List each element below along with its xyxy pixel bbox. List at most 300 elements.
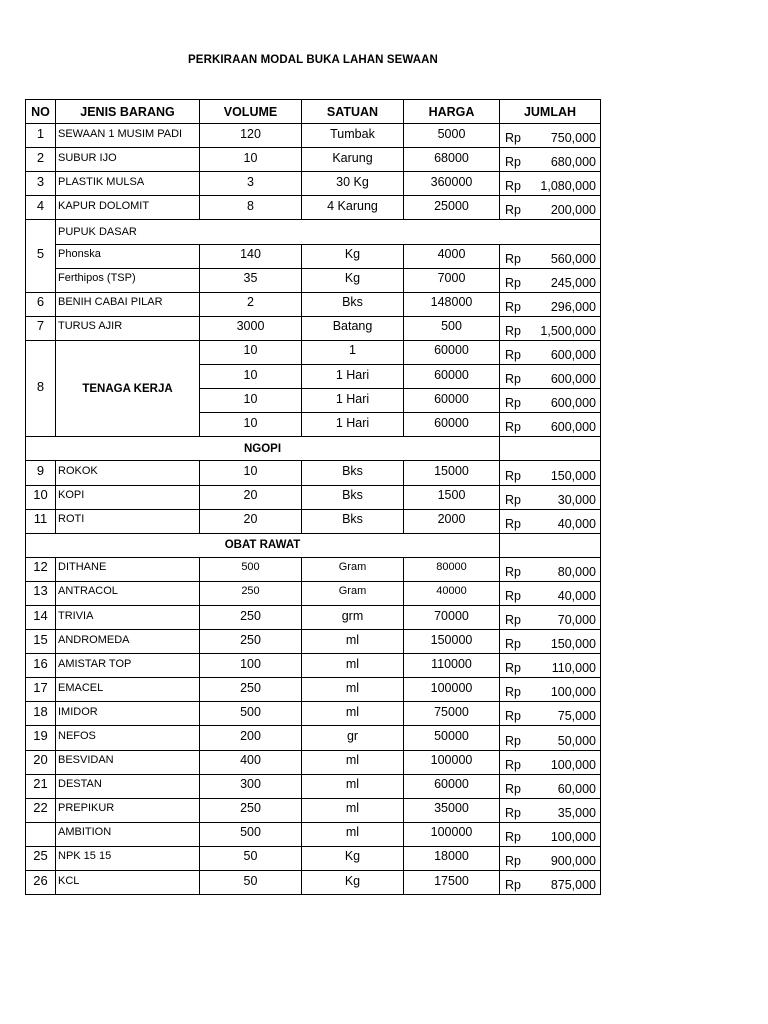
amount-value: 110,000 [551, 661, 596, 676]
cell-satuan [302, 678, 404, 702]
currency-label: Rp [505, 396, 521, 411]
cell-satuan [302, 365, 404, 389]
table-row [26, 581, 601, 605]
cell-satuan [302, 798, 404, 822]
cell-satuan [302, 461, 404, 485]
cell-satuan-text: Bks [342, 463, 363, 478]
cell-harga [404, 413, 500, 437]
cell-satuan [302, 630, 404, 654]
cell-jenis-barang-text: Phonska [58, 248, 101, 261]
amount-value: 200,000 [550, 203, 596, 218]
cell-volume [200, 654, 302, 678]
cell-jumlah [500, 196, 601, 220]
cell-jenis-barang [56, 798, 200, 822]
cell-jumlah [500, 340, 601, 364]
cell-jumlah [500, 148, 601, 172]
cell-jenis-barang [56, 846, 200, 870]
cell-volume-text: 10 [243, 150, 258, 165]
cell-harga-text: 150000 [430, 632, 473, 647]
cell-jenis-barang [56, 605, 200, 629]
cell-jenis-barang [56, 630, 200, 654]
cell-volume-text: 10 [243, 343, 258, 358]
currency-label: Rp [505, 781, 521, 796]
cell-volume-text: 10 [243, 415, 258, 430]
amount-value: 70,000 [557, 613, 596, 628]
amount-value: 600,000 [550, 372, 596, 387]
amount-value: 560,000 [550, 251, 596, 266]
cell-no [26, 172, 56, 196]
amount-value: 40,000 [557, 588, 596, 603]
cell-volume [200, 485, 302, 509]
table-row [26, 485, 601, 509]
cell-jumlah [500, 798, 601, 822]
cell-harga-text: 5000 [437, 126, 466, 141]
amount-value: 100,000 [550, 829, 596, 844]
cell-harga [404, 124, 500, 148]
table-row [26, 871, 601, 895]
cell-harga [404, 148, 500, 172]
table-row [26, 196, 601, 220]
cell-volume [200, 605, 302, 629]
cell-volume [200, 413, 302, 437]
cell-no [26, 702, 56, 726]
table-row [26, 509, 601, 533]
cell-volume [200, 702, 302, 726]
cell-harga [404, 509, 500, 533]
cell-satuan-text: Kg [344, 271, 361, 286]
cell-satuan [302, 702, 404, 726]
amount-value: 100,000 [550, 757, 596, 772]
cell-harga [404, 605, 500, 629]
cell-satuan-text: Bks [342, 295, 363, 310]
cell-volume [200, 726, 302, 750]
cell-jenis-barang [56, 581, 200, 605]
cell-jenis-barang-text: PLASTIK MULSA [58, 175, 145, 188]
cell-harga-text: 35000 [434, 801, 469, 816]
cell-no [26, 196, 56, 220]
cell-jenis-barang [56, 654, 200, 678]
cell-jenis-barang-text: ROKOK [58, 464, 98, 477]
table-row [26, 172, 601, 196]
cell-satuan-text: Gram [338, 561, 367, 574]
cell-jenis-barang-text: KOPI [58, 489, 85, 502]
cell-volume-text: 120 [240, 126, 261, 141]
cell-jenis-barang-text: SUBUR IJO [58, 151, 117, 164]
amount-value: 296,000 [550, 299, 596, 314]
cell-volume [200, 340, 302, 364]
cell-satuan-text: Kg [344, 873, 361, 888]
cell-volume-text: 20 [243, 512, 258, 527]
cell-satuan [302, 726, 404, 750]
document-title: PERKIRAAN MODAL BUKA LAHAN SEWAAN [188, 54, 438, 66]
cell-no [26, 148, 56, 172]
currency-label: Rp [505, 637, 521, 652]
cell-no [26, 509, 56, 533]
cell-volume-text: 8 [247, 198, 254, 213]
cell-jumlah [500, 172, 601, 196]
cell-jenis-barang-text: AMBITION [58, 826, 112, 839]
currency-label: Rp [505, 733, 521, 748]
header-jenis-barang: JENIS BARANG [56, 100, 200, 124]
cell-no [26, 605, 56, 629]
amount-value: 60,000 [557, 781, 596, 796]
cell-volume [200, 846, 302, 870]
cell-no [26, 316, 56, 340]
amount-value: 600,000 [550, 396, 596, 411]
currency-label: Rp [505, 613, 521, 628]
cell-satuan [302, 605, 404, 629]
cell-jenis-barang [56, 148, 200, 172]
currency-label: Rp [505, 372, 521, 387]
cell-satuan [302, 871, 404, 895]
cell-volume [200, 172, 302, 196]
cell-harga-text: 75000 [434, 704, 469, 719]
cell-jenis-barang-text: TRIVIA [58, 609, 94, 622]
cell-harga [404, 678, 500, 702]
cell-satuan-text: Bks [342, 512, 363, 527]
cell-harga [404, 557, 500, 581]
cell-satuan [302, 413, 404, 437]
table-row-pupuk-header [26, 220, 601, 244]
cell-harga-text: 360000 [430, 174, 473, 189]
cell-satuan [302, 124, 404, 148]
cell-jumlah [500, 557, 601, 581]
cell-jenis-barang [56, 268, 200, 292]
cell-jenis-barang-text: BESVIDAN [58, 754, 114, 767]
cell-jumlah [500, 822, 601, 846]
amount-value: 680,000 [550, 155, 596, 170]
cell-harga-text: 60000 [434, 343, 469, 358]
cell-harga-text: 100000 [430, 680, 473, 695]
cell-jumlah [500, 750, 601, 774]
table-row [26, 461, 601, 485]
cell-harga [404, 196, 500, 220]
cell-volume-text: 50 [243, 849, 258, 864]
cell-jenis-barang-text: AMISTAR TOP [58, 657, 132, 670]
cell-harga [404, 871, 500, 895]
table-row [26, 340, 601, 364]
currency-label: Rp [505, 757, 521, 772]
cell-harga-text: 4000 [437, 247, 466, 262]
cell-no [26, 798, 56, 822]
header-satuan: SATUAN [302, 100, 404, 124]
cell-satuan [302, 340, 404, 364]
cell-no [26, 846, 56, 870]
cell-no [26, 774, 56, 798]
currency-label: Rp [505, 131, 521, 146]
cell-satuan-text: ml [345, 753, 360, 768]
cell-jenis-barang-text: PREPIKUR [58, 802, 115, 815]
cell-no [26, 871, 56, 895]
currency-label: Rp [505, 709, 521, 724]
table-body [26, 124, 601, 895]
cell-satuan-text: ml [345, 680, 360, 695]
cell-jenis-barang-text: EMACEL [58, 681, 104, 694]
table-row [26, 557, 601, 581]
cell-jumlah [500, 413, 601, 437]
currency-label: Rp [505, 805, 521, 820]
cell-no-text: 13 [33, 583, 48, 599]
cell-no-text: 2 [36, 149, 45, 165]
cell-no-text: 6 [36, 294, 45, 310]
cell-harga [404, 726, 500, 750]
cell-jumlah [500, 871, 601, 895]
cell-harga [404, 798, 500, 822]
cell-satuan-text: Batang [332, 319, 373, 334]
cell-jenis-barang [56, 750, 200, 774]
cell-harga-text: 100000 [430, 753, 473, 768]
cell-jenis-barang [56, 485, 200, 509]
cell-satuan [302, 581, 404, 605]
cell-volume [200, 316, 302, 340]
cell-harga [404, 365, 500, 389]
cell-harga-text: 17500 [434, 873, 469, 888]
cell-satuan-text: ml [345, 656, 360, 671]
cell-jenis-barang-text: NEFOS [58, 729, 96, 742]
currency-label: Rp [505, 661, 521, 676]
cell-volume-text: 300 [240, 777, 261, 792]
cell-jenis-barang-text: DITHANE [58, 561, 107, 574]
cell-jenis-barang-text: BENIH CABAI PILAR [58, 296, 163, 309]
cell-no [26, 822, 56, 846]
cell-satuan-text: ml [345, 777, 360, 792]
cell-no-text: 20 [33, 752, 48, 768]
currency-label: Rp [505, 854, 521, 868]
currency-label: Rp [505, 492, 521, 507]
cell-volume-text: 100 [240, 656, 261, 671]
cell-jenis-barang [56, 774, 200, 798]
cell-harga-text: 40000 [436, 585, 467, 598]
cell-harga [404, 774, 500, 798]
cell-no-text: 11 [33, 511, 48, 527]
cell-harga-text: 2000 [437, 512, 466, 527]
cell-no-text: 25 [33, 848, 48, 864]
cell-harga-text: 60000 [434, 415, 469, 430]
cell-jenis-barang [56, 726, 200, 750]
cell-satuan [302, 485, 404, 509]
cell-volume [200, 268, 302, 292]
amount-value: 150,000 [550, 637, 596, 652]
cell-satuan-text: 1 Hari [335, 391, 370, 406]
cell-volume [200, 750, 302, 774]
cell-satuan [302, 268, 404, 292]
cell-jumlah [500, 605, 601, 629]
cell-jumlah [500, 389, 601, 413]
cell-harga [404, 630, 500, 654]
cell-satuan [302, 196, 404, 220]
amount-value: 245,000 [550, 275, 596, 290]
currency-label: Rp [505, 588, 521, 603]
cell-satuan [302, 774, 404, 798]
group-label-tenaga-kerja: TENAGA KERJA [56, 340, 200, 436]
currency-label: Rp [505, 829, 521, 844]
cell-volume [200, 798, 302, 822]
cell-no-text: 9 [36, 462, 45, 478]
cell-jenis-barang-text: KCL [58, 874, 80, 887]
table-row [26, 846, 601, 870]
cell-no [26, 726, 56, 750]
cell-satuan-text: 4 Karung [327, 198, 378, 213]
cell-harga [404, 172, 500, 196]
currency-label: Rp [505, 348, 521, 363]
cell-satuan-text: 1 Hari [335, 367, 370, 382]
currency-label: Rp [505, 323, 521, 338]
cell-satuan-text: ml [345, 632, 360, 647]
cell-satuan [302, 244, 404, 268]
cell-no [26, 678, 56, 702]
cell-jenis-barang [56, 678, 200, 702]
cell-no [26, 557, 56, 581]
cell-harga [404, 846, 500, 870]
cell-jumlah [500, 485, 601, 509]
cell-jumlah [500, 726, 601, 750]
cell-jenis-barang-text: ROTI [58, 513, 85, 526]
cell-satuan [302, 750, 404, 774]
cell-no [26, 485, 56, 509]
table-row [26, 630, 601, 654]
cell-no-text: 7 [36, 318, 45, 334]
cell-volume-text: 250 [240, 632, 261, 647]
cell-volume [200, 557, 302, 581]
cell-no [26, 581, 56, 605]
table-row [26, 702, 601, 726]
cell-jenis-barang-text: Ferthipos (TSP) [58, 272, 136, 285]
cell-satuan-text: Tumbak [330, 126, 375, 141]
cell-jumlah [500, 581, 601, 605]
cell-satuan-text: 30 Kg [336, 174, 369, 189]
cell-satuan [302, 148, 404, 172]
header-row [26, 100, 601, 124]
cell-jumlah [500, 774, 601, 798]
cell-volume-text: 35 [243, 271, 258, 286]
currency-label: Rp [505, 878, 521, 893]
cell-harga [404, 268, 500, 292]
cell-no [26, 750, 56, 774]
cell-no-text: 17 [33, 679, 48, 695]
header-jumlah: JUMLAH [500, 100, 601, 124]
cell-no [26, 220, 56, 292]
cell-jumlah [500, 316, 601, 340]
section-ngopi [26, 437, 601, 461]
cell-volume [200, 630, 302, 654]
cell-no-text: 8 [36, 378, 45, 394]
cell-volume [200, 774, 302, 798]
table-row [26, 750, 601, 774]
cell-no-text: 26 [33, 872, 48, 888]
cell-satuan [302, 316, 404, 340]
cell-volume-text: 500 [240, 825, 261, 840]
cell-no [26, 654, 56, 678]
currency-label: Rp [505, 299, 521, 314]
currency-label: Rp [505, 275, 521, 290]
cell-jenis-barang-text: ANTRACOL [58, 585, 118, 598]
cell-jumlah [500, 365, 601, 389]
amount-value: 900,000 [550, 854, 596, 868]
cell-jumlah [500, 124, 601, 148]
cell-satuan-text: ml [345, 704, 360, 719]
cell-jumlah [500, 702, 601, 726]
header-no: NO [26, 100, 56, 124]
amount-value: 150,000 [550, 468, 596, 483]
table-row [26, 654, 601, 678]
cell-harga-text: 50000 [434, 728, 469, 743]
amount-value: 1,080,000 [540, 179, 596, 194]
cell-volume [200, 292, 302, 316]
table-row [26, 774, 601, 798]
cell-no-text: 16 [33, 655, 48, 671]
cell-jumlah [500, 461, 601, 485]
cell-satuan-text: gr [346, 728, 359, 743]
currency-label: Rp [505, 685, 521, 700]
amount-value: 600,000 [550, 348, 596, 363]
cell-jenis-barang [56, 461, 200, 485]
cell-volume-text: 500 [241, 561, 260, 574]
table-row [26, 726, 601, 750]
cell-no [26, 630, 56, 654]
cell-jenis-barang-text: ANDROMEDA [58, 633, 130, 646]
cell-volume [200, 365, 302, 389]
currency-label: Rp [505, 251, 521, 266]
table-row [26, 292, 601, 316]
cell-jenis-barang [56, 292, 200, 316]
cell-harga-text: 18000 [434, 849, 469, 864]
cell-harga-text: 60000 [434, 391, 469, 406]
group-label-pupuk-dasar: PUPUK DASAR [56, 220, 601, 244]
cell-jumlah [500, 292, 601, 316]
cell-satuan-text: Bks [342, 488, 363, 503]
table-row [26, 798, 601, 822]
currency-label: Rp [505, 516, 521, 531]
cell-volume [200, 581, 302, 605]
cell-harga-text: 1500 [437, 488, 466, 503]
cell-jumlah [500, 244, 601, 268]
cell-volume-text: 250 [240, 680, 261, 695]
cell-volume [200, 871, 302, 895]
cell-satuan-text: grm [341, 608, 364, 623]
cell-satuan [302, 557, 404, 581]
amount-value: 80,000 [557, 564, 596, 579]
cell-harga [404, 389, 500, 413]
amount-value: 50,000 [557, 733, 596, 748]
cell-volume [200, 124, 302, 148]
cell-volume [200, 461, 302, 485]
cell-jumlah [500, 654, 601, 678]
amount-value: 600,000 [550, 420, 596, 435]
cell-volume [200, 678, 302, 702]
cell-satuan [302, 292, 404, 316]
cell-harga-text: 68000 [434, 150, 469, 165]
cell-harga-text: 60000 [434, 367, 469, 382]
cell-volume [200, 389, 302, 413]
amount-value: 75,000 [557, 709, 596, 724]
cell-jenis-barang [56, 557, 200, 581]
cell-harga [404, 702, 500, 726]
table-row [26, 822, 601, 846]
cell-volume-text: 500 [240, 704, 261, 719]
currency-label: Rp [505, 179, 521, 194]
cell-harga [404, 581, 500, 605]
cell-satuan [302, 846, 404, 870]
amount-value: 1,500,000 [540, 323, 596, 338]
cell-jumlah-empty [500, 437, 601, 461]
cell-harga [404, 822, 500, 846]
cell-volume [200, 148, 302, 172]
cell-jenis-barang [56, 196, 200, 220]
cell-jenis-barang-text: SEWAAN 1 MUSIM PADI [58, 127, 183, 140]
cell-jumlah [500, 678, 601, 702]
cell-no [26, 461, 56, 485]
cell-jumlah [500, 509, 601, 533]
